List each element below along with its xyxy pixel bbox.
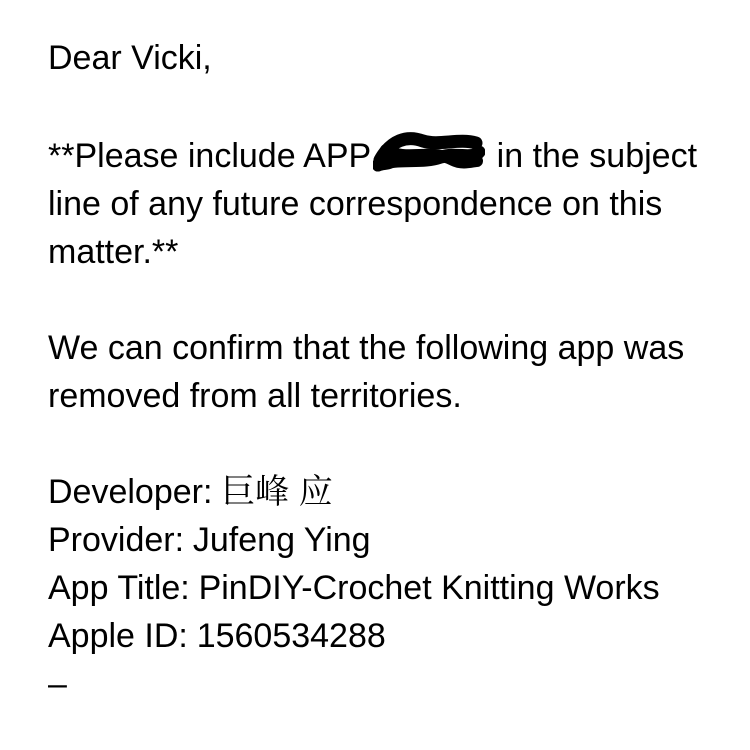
signature-delimiter: – (48, 665, 67, 703)
detail-value-app-title: PinDIY-Crochet Knitting Works (198, 569, 660, 607)
detail-label: Apple ID: (48, 617, 188, 655)
notice-line2: line of any future correspondence on this (48, 185, 663, 223)
app-details-block (48, 468, 732, 708)
detail-row-provider (48, 521, 371, 559)
greeting-paragraph (48, 34, 732, 82)
detail-label: Provider: (48, 521, 185, 559)
notice-line3: matter.** (48, 233, 179, 271)
subject-notice-paragraph (48, 130, 732, 276)
confirmation-line1: We can confirm that the following app was (48, 329, 685, 367)
confirmation-line2: removed from all territories. (48, 377, 462, 415)
notice-text-before-redaction: **Please include APP (48, 137, 372, 175)
detail-row-apple-id (48, 617, 386, 655)
detail-row-developer (48, 473, 333, 511)
greeting-text: Dear Vicki, (48, 39, 212, 77)
notice-text-after-redaction: in the subject (487, 137, 698, 175)
redaction-scribble-icon (373, 130, 485, 172)
detail-value-apple-id: 1560534288 (196, 617, 386, 655)
detail-value-provider: Jufeng Ying (192, 521, 371, 559)
detail-value-developer: 巨峰 应 (221, 473, 333, 511)
detail-row-app-title (48, 569, 660, 607)
detail-label: Developer: (48, 473, 213, 511)
detail-label: App Title: (48, 569, 190, 607)
confirmation-paragraph (48, 324, 732, 420)
